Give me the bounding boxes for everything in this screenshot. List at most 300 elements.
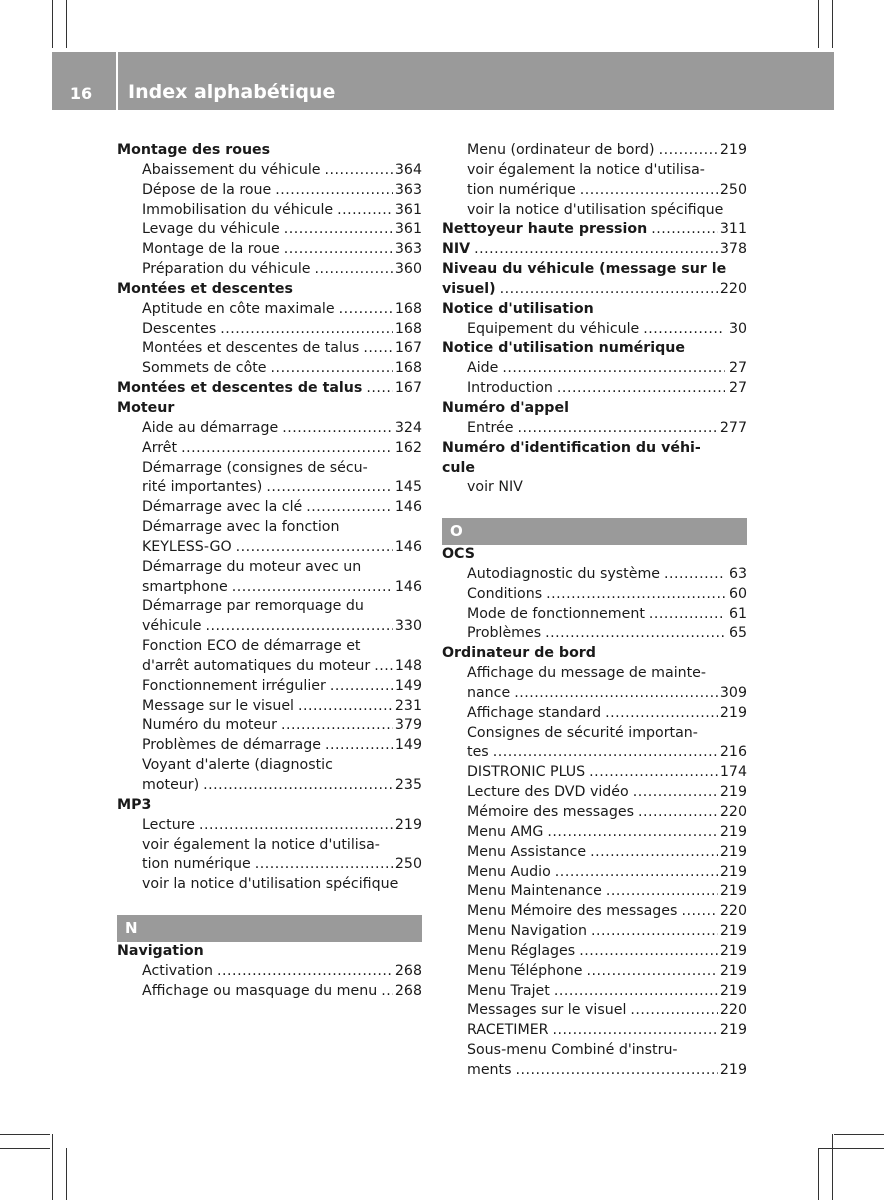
page-ref: 378 [719, 241, 747, 258]
index-subentry [117, 578, 422, 598]
index-subentry [442, 320, 747, 340]
dot-leader [493, 743, 718, 763]
index-subentry [117, 816, 422, 836]
crop-mark [0, 1148, 50, 1149]
page-ref: 146 [394, 499, 422, 516]
spacer [117, 895, 422, 915]
entry-text: véhicule [142, 618, 202, 635]
page-ref: 168 [394, 320, 422, 337]
entry-text: Démarrage avec la fonction [142, 519, 340, 536]
page-ref: 268 [394, 962, 422, 979]
index-subentry [117, 736, 422, 756]
entry-text: Menu Mémoire des messages [467, 903, 678, 920]
page-ref: 27 [728, 380, 747, 397]
entry-text: Aide [467, 360, 499, 377]
entry-text: Affichage standard [467, 704, 602, 721]
index-subentry [442, 922, 747, 942]
dot-leader [554, 982, 718, 1002]
page-ref: 219 [719, 942, 747, 959]
page-ref: 148 [394, 657, 422, 674]
entry-text: voir la notice d'utilisation spécifique [467, 201, 724, 218]
entry-text: moteur) [142, 777, 200, 793]
dot-leader [590, 843, 718, 863]
dot-leader [579, 942, 718, 962]
dot-leader [638, 803, 718, 823]
dot-leader [315, 260, 393, 280]
index-heading [442, 439, 747, 459]
page-ref: 162 [394, 439, 422, 456]
index-subentry [442, 141, 747, 161]
dot-leader [643, 320, 725, 340]
index-subentry [442, 684, 747, 704]
page-number: 16 [69, 84, 93, 103]
entry-text: Menu Trajet [467, 982, 550, 999]
entry-text: nance [467, 684, 511, 701]
page-ref: 330 [394, 618, 422, 635]
page-ref: 149 [394, 737, 422, 754]
index-subentry [117, 498, 422, 518]
dot-leader [605, 704, 718, 724]
entry-text: Lecture des DVD vidéo [467, 784, 629, 801]
dot-leader [474, 240, 718, 260]
entry-text: Démarrage (consignes de sécu- [142, 459, 368, 476]
page-ref: 219 [719, 863, 747, 880]
entry-text: Mémoire des messages [467, 804, 634, 820]
page-ref: 235 [394, 777, 422, 793]
dot-leader [514, 684, 718, 704]
entry-text: Navigation [117, 942, 204, 959]
index-subentry [442, 724, 747, 744]
entry-text: Introduction [467, 380, 553, 397]
index-heading [442, 644, 747, 664]
dot-leader [217, 962, 393, 982]
dot-leader [203, 776, 393, 796]
entry-text: Aptitude en côte maximale [142, 300, 335, 317]
crop-mark [52, 0, 53, 48]
entry-text: Montées et descentes [117, 280, 293, 297]
index-subentry [117, 558, 422, 578]
page-ref: 360 [394, 261, 422, 278]
dot-leader [553, 1021, 718, 1041]
crop-mark [832, 1134, 833, 1200]
entry-text: Montées et descentes de talus [117, 380, 363, 397]
index-subentry [442, 201, 747, 221]
entry-text: Messages sur le visuel [467, 1002, 627, 1019]
section-letter-bar: N [117, 915, 422, 942]
index-subentry [442, 1021, 747, 1041]
page-ref: 168 [394, 300, 422, 317]
entry-text: Démarrage par remorquage du [142, 598, 364, 615]
page-ref: 220 [719, 903, 747, 920]
index-subentry [117, 478, 422, 498]
entry-text: Levage du véhicule [142, 221, 280, 238]
dot-leader [555, 863, 718, 883]
entry-text: Moteur [117, 399, 175, 416]
index-subentry [442, 565, 747, 585]
index-subentry [442, 863, 747, 883]
index-subentry [442, 161, 747, 181]
entry-text: KEYLESS-GO [142, 538, 232, 555]
dot-leader [589, 763, 718, 783]
index-subentry [442, 843, 747, 863]
page-ref: 216 [719, 744, 747, 761]
dot-leader [282, 419, 393, 439]
crop-mark [0, 1134, 50, 1135]
entry-text: Problèmes de démarrage [142, 737, 321, 754]
entry-text: visuel) [442, 280, 496, 297]
index-subentry [117, 776, 422, 796]
page-ref: 219 [719, 883, 747, 900]
entry-text: Problèmes [467, 625, 542, 642]
page-ref: 231 [394, 697, 422, 714]
entry-text: rité importantes) [142, 479, 263, 496]
index-subentry [442, 882, 747, 902]
index-subentry [442, 1041, 747, 1061]
entry-text: Menu Navigation [467, 923, 587, 940]
page-ref: 219 [719, 962, 747, 979]
entry-text: voir également la notice d'utilisa- [142, 836, 380, 853]
page-ref: 364 [394, 161, 422, 178]
dot-leader [580, 181, 718, 201]
page-ref: 250 [394, 856, 422, 873]
dot-leader [587, 962, 718, 982]
page-ref: 219 [719, 843, 747, 860]
entry-text: Descentes [142, 320, 217, 337]
index-heading [442, 280, 747, 300]
dot-leader [518, 419, 718, 439]
entry-text: DISTRONIC PLUS [467, 764, 586, 781]
entry-text: Numéro du moteur [142, 717, 277, 734]
entry-text: Menu Audio [467, 863, 551, 880]
dot-leader [325, 736, 393, 756]
page-ref: 149 [394, 677, 422, 694]
index-subentry [117, 459, 422, 479]
entry-text: Nettoyeur haute pression [442, 221, 648, 238]
entry-text: NIV [442, 241, 471, 258]
header-divider [116, 52, 118, 110]
page-ref: 220 [719, 1002, 747, 1019]
page-ref: 219 [719, 142, 747, 158]
index-subentry [117, 716, 422, 736]
entry-text: Niveau du véhicule (message sur le [442, 261, 727, 278]
entry-text: MP3 [117, 796, 152, 813]
page-ref: 168 [394, 360, 422, 377]
index-subentry [442, 823, 747, 843]
index-heading [442, 339, 747, 359]
index-subentry [442, 902, 747, 922]
dot-leader [306, 498, 393, 518]
dot-leader [325, 161, 393, 181]
entry-text: Aide au démarrage [142, 419, 279, 436]
index-subentry [117, 439, 422, 459]
spacer [442, 498, 747, 518]
entry-text: Sommets de côte [142, 360, 267, 377]
page-ref: 361 [394, 221, 422, 238]
index-subentry [442, 982, 747, 1002]
dot-leader [206, 617, 393, 637]
section-letter-bar: O [442, 518, 747, 545]
page-ref: 27 [728, 360, 747, 377]
page-ref: 60 [728, 585, 747, 602]
index-subentry [442, 1061, 747, 1081]
index-heading [442, 260, 747, 280]
page-ref: 219 [719, 1022, 747, 1039]
entry-text: Numéro d'identification du véhi- [442, 439, 701, 456]
index-subentry [117, 697, 422, 717]
index-subentry [117, 339, 422, 359]
dot-leader [363, 339, 393, 359]
dot-leader [284, 220, 393, 240]
entry-text: cule [442, 459, 475, 476]
entry-text: Affichage du message de mainte- [467, 665, 707, 682]
entry-text: Conditions [467, 585, 543, 602]
index-subentry [117, 836, 422, 856]
index-subentry [442, 704, 747, 724]
crop-mark [66, 1148, 67, 1200]
index-subentry [442, 803, 747, 823]
index-subentry [117, 597, 422, 617]
page-ref: 174 [719, 764, 747, 781]
index-subentry [442, 605, 747, 625]
entry-text: Montage de la roue [142, 241, 280, 258]
index-heading [442, 545, 747, 565]
dot-leader [606, 882, 718, 902]
index-subentry [117, 419, 422, 439]
dot-leader [330, 677, 393, 697]
crop-mark [52, 1134, 53, 1200]
page-ref: 363 [394, 181, 422, 198]
dot-leader [630, 1001, 718, 1021]
page-ref: 65 [728, 625, 747, 642]
index-heading [117, 796, 422, 816]
dot-leader [681, 902, 717, 922]
page-title: Index alphabétique [128, 81, 336, 103]
index-subentry [442, 743, 747, 763]
index-subentry [117, 855, 422, 875]
crop-mark [818, 0, 819, 48]
entry-text: Fonction ECO de démarrage et [142, 638, 361, 655]
index-subentry [442, 359, 747, 379]
entry-text: tion numérique [467, 181, 576, 198]
entry-text: Ordinateur de bord [442, 645, 596, 662]
page-ref: 219 [719, 1061, 747, 1078]
page-ref: 145 [394, 479, 422, 496]
entry-text: Entrée [467, 419, 514, 436]
entry-text: Menu Maintenance [467, 883, 602, 900]
page-ref: 146 [394, 578, 422, 595]
entry-text: Sous-menu Combiné d'instru- [467, 1042, 678, 1059]
index-subentry [117, 756, 422, 776]
entry-text: tes [467, 744, 489, 761]
entry-text: OCS [442, 546, 475, 563]
entry-text: Menu AMG [467, 823, 544, 840]
page-ref: 146 [394, 538, 422, 555]
index-subentry [442, 478, 747, 498]
index-heading [442, 399, 747, 419]
index-subentry [442, 1001, 747, 1021]
entry-text: ments [467, 1061, 512, 1078]
entry-text: Dépose de la roue [142, 181, 272, 198]
entry-text: Lecture [142, 816, 195, 833]
index-subentry [117, 240, 422, 260]
index-subentry [442, 664, 747, 684]
dot-leader [664, 565, 725, 585]
entry-text: voir NIV [467, 479, 523, 496]
page-ref: 219 [394, 816, 422, 833]
entry-text: Arrêt [142, 439, 178, 456]
entry-text: Menu (ordinateur de bord) [467, 142, 655, 158]
index-subentry [442, 624, 747, 644]
index-subentry [117, 260, 422, 280]
entry-text: Menu Réglages [467, 942, 576, 959]
entry-text: Menu Assistance [467, 843, 587, 860]
index-subentry [117, 161, 422, 181]
index-subentry [117, 962, 422, 982]
crop-mark [66, 0, 67, 48]
page-ref: 61 [728, 605, 747, 622]
dot-leader [366, 379, 393, 399]
page-ref: 167 [394, 340, 422, 357]
page-ref: 363 [394, 241, 422, 258]
index-subentry [117, 359, 422, 379]
dot-leader [232, 578, 393, 598]
dot-leader [271, 359, 393, 379]
index-heading [117, 141, 422, 161]
page-ref: 167 [394, 380, 422, 397]
dot-leader [547, 823, 718, 843]
index-heading [442, 220, 747, 240]
dot-leader [337, 201, 393, 221]
entry-text: smartphone [142, 578, 228, 595]
page-ref: 220 [719, 280, 747, 297]
page-ref: 311 [719, 221, 747, 238]
dot-leader [220, 320, 393, 340]
page-ref: 219 [719, 923, 747, 940]
page-ref: 277 [719, 419, 747, 436]
dot-leader [266, 478, 393, 498]
index-subentry [117, 677, 422, 697]
crop-mark [832, 0, 833, 48]
entry-text: Fonctionnement irrégulier [142, 677, 326, 694]
index-subentry [117, 617, 422, 637]
dot-leader [502, 359, 725, 379]
entry-text: Montées et descentes de talus [142, 340, 360, 357]
dot-leader [298, 697, 393, 717]
entry-text: voir la notice d'utilisation spécifique [142, 876, 399, 893]
entry-text: voir également la notice d'utilisa- [467, 161, 705, 178]
entry-text: Démarrage avec la clé [142, 499, 303, 516]
page-ref: 268 [394, 982, 422, 999]
entry-text: Affichage ou masquage du menu [142, 982, 378, 999]
index-heading [117, 942, 422, 962]
index-heading [442, 300, 747, 320]
entry-text: RACETIMER [467, 1022, 549, 1039]
entry-text: Immobilisation du véhicule [142, 201, 334, 218]
index-subentry [442, 379, 747, 399]
entry-text: Menu Téléphone [467, 962, 583, 979]
dot-leader [275, 181, 393, 201]
dot-leader [374, 657, 393, 677]
dot-leader [633, 783, 718, 803]
dot-leader [255, 855, 393, 875]
page-ref: 324 [394, 419, 422, 436]
index-subentry [442, 585, 747, 605]
entry-text: Notice d'utilisation numérique [442, 340, 686, 357]
dot-leader [651, 220, 718, 240]
entry-text: Consignes de sécurité importan- [467, 724, 698, 741]
index-subentry [117, 201, 422, 221]
index-subentry [117, 518, 422, 538]
index-subentry [117, 657, 422, 677]
dot-leader [381, 982, 393, 1002]
page-ref: 219 [719, 982, 747, 999]
dot-leader [500, 280, 718, 300]
index-subentry [117, 637, 422, 657]
entry-text: Equipement du véhicule [467, 320, 640, 337]
page-ref: 219 [719, 823, 747, 840]
dot-leader [557, 379, 725, 399]
dot-leader [591, 922, 718, 942]
index-subentry [442, 962, 747, 982]
index-heading [442, 459, 747, 479]
index-subentry [117, 300, 422, 320]
crop-mark [818, 1148, 884, 1149]
dot-leader [284, 240, 393, 260]
entry-text: tion numérique [142, 856, 251, 873]
dot-leader [546, 585, 725, 605]
index-subentry [442, 942, 747, 962]
entry-text: Abaissement du véhicule [142, 161, 321, 178]
page-ref: 63 [728, 565, 747, 582]
index-subentry [117, 982, 422, 1002]
index-subentry [117, 220, 422, 240]
crop-mark [834, 1134, 884, 1135]
page-ref: 219 [719, 784, 747, 801]
page-ref: 250 [719, 181, 747, 198]
index-subentry [442, 419, 747, 439]
index-heading [442, 240, 747, 260]
dot-leader [281, 716, 393, 736]
index-heading [117, 280, 422, 300]
dot-leader [339, 300, 393, 320]
entry-text: Message sur le visuel [142, 697, 294, 714]
dot-leader [199, 816, 393, 836]
index-subentry [442, 181, 747, 201]
dot-leader [545, 624, 725, 644]
entry-text: Numéro d'appel [442, 399, 569, 416]
index-subentry [117, 181, 422, 201]
dot-leader [181, 439, 393, 459]
index-column-right [442, 141, 747, 1081]
index-subentry [117, 538, 422, 558]
entry-text: Montage des roues [117, 142, 271, 158]
index-subentry [442, 783, 747, 803]
page-ref: 379 [394, 717, 422, 734]
index-column-left [117, 141, 422, 1001]
page-ref: 30 [728, 320, 747, 337]
entry-text: Démarrage du moteur avec un [142, 558, 362, 575]
page-ref: 219 [719, 704, 747, 721]
entry-text: Mode de fonctionnement [467, 605, 645, 622]
entry-text: Notice d'utilisation [442, 300, 594, 317]
page-ref: 220 [719, 804, 747, 820]
entry-text: Voyant d'alerte (diagnostic [142, 757, 333, 774]
index-subentry [442, 763, 747, 783]
dot-leader [236, 538, 393, 558]
index-subentry [117, 875, 422, 895]
index-heading [117, 399, 422, 419]
page-ref: 361 [394, 201, 422, 218]
